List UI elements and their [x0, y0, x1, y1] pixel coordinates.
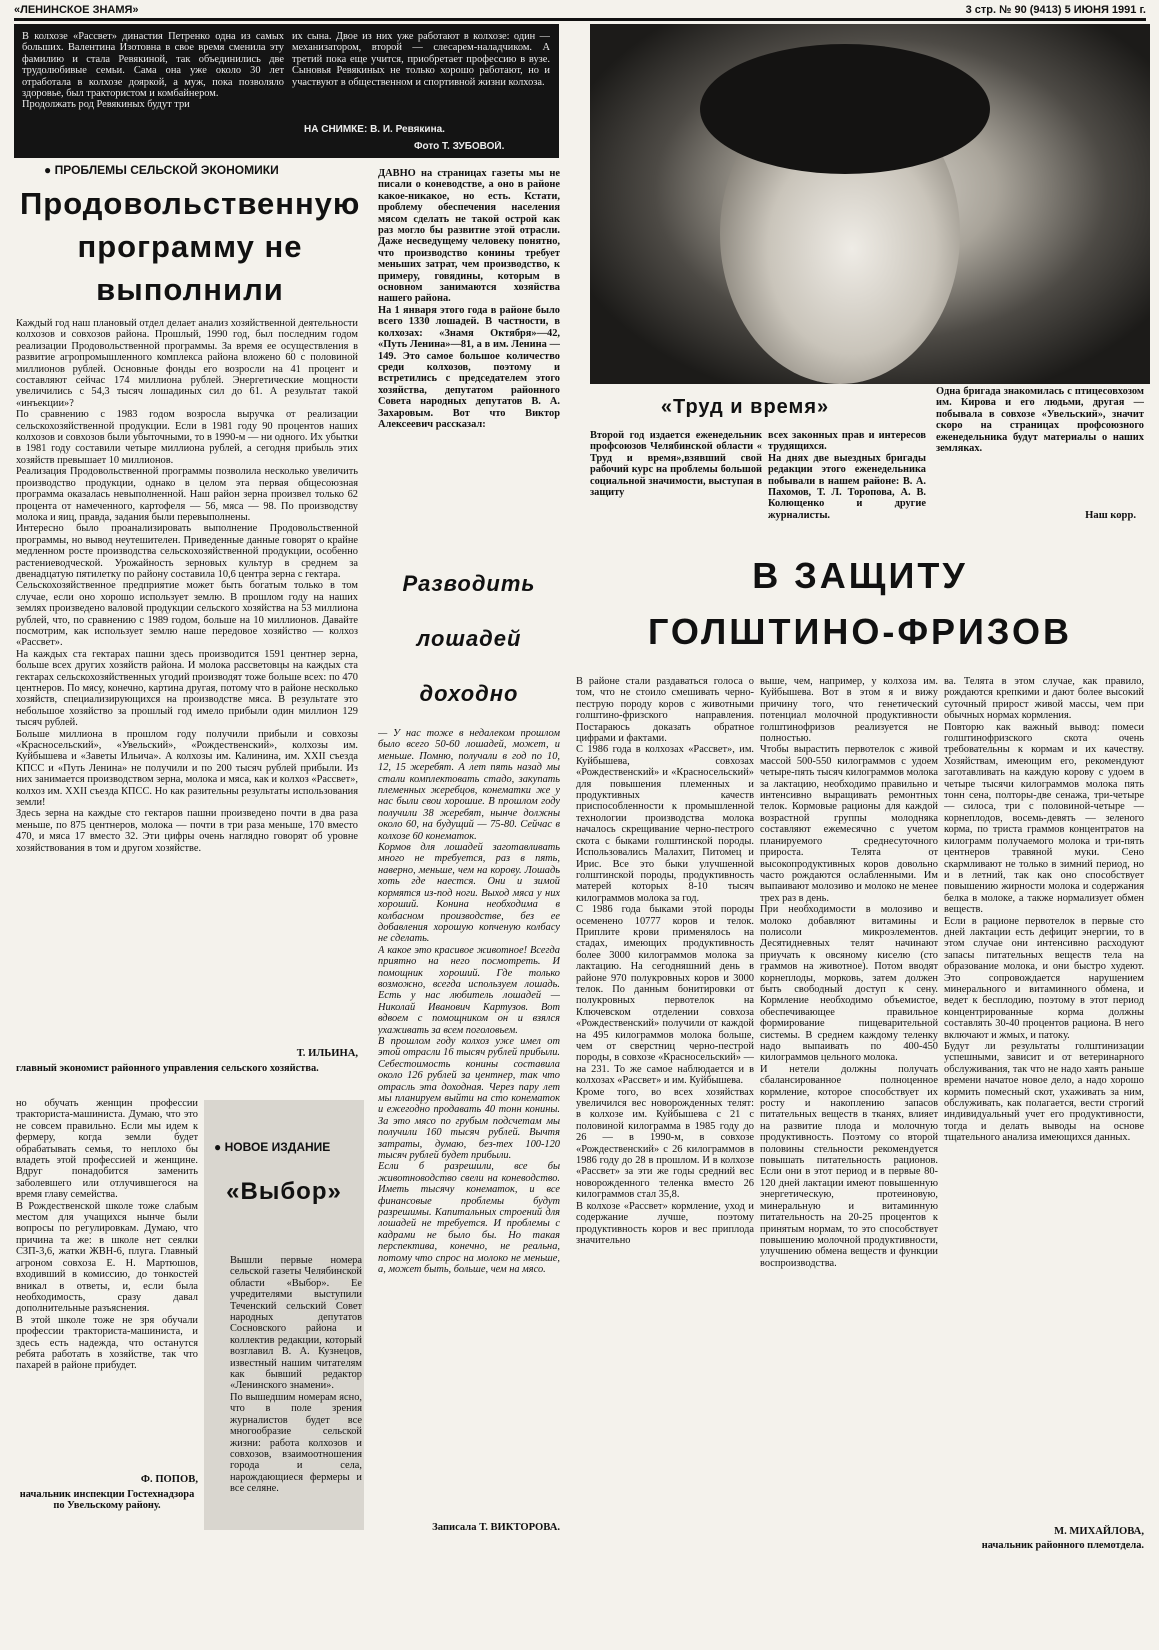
- photo-caption-box: [14, 24, 559, 158]
- portrait-photo: [590, 24, 1150, 384]
- headline-line: ГОЛШТИНО-ФРИЗОВ: [647, 611, 1073, 652]
- article1-author: Т. ИЛЬИНА,: [296, 1048, 358, 1059]
- article3-rubric: ● НОВОЕ ИЗДАНИЕ: [214, 1140, 364, 1156]
- article1-rubric: ● ПРОБЛЕМЫ СЕЛЬСКОЙ ЭКОНОМИКИ: [44, 163, 344, 179]
- article2-body: но обучать женщин профессии трактористa-машиниста. Думаю, что это не совсем правильно. Если мы идем к фермеру, когда земли будет обрабатывать семья, то неплохо бы владеть этой профессией и женщине. Вдруг понадобится заменить заболевшего или отлучившегося на время главу семейства. В Рождественской школе тоже слабым местом для учащихся нынче были вопросы по регулировкам. Думаю, что причина та же: в школе нет сеялки СЗП-3,6, жатки ЖВН-6, плуга. Главный агроном совхоза Е. Н. Мартюшов, входивший в комиссию, до тонкостей вникал в ответы, и, если была необходимость, сразу давал дополнительные разъяснения. В этой школе тоже не зря обучали профессии трактористa-машиниста, и здесь есть надежда, что останутся ребята работать в хозяйстве, так что пахарей в районе прибудет.: [16, 1098, 198, 1372]
- article3-body: Вышли первые номера сельской газеты Челябинской области «Выбор». Ее учредителями выступили Теченский сельский Совет народных депутатов Сосновского района и коллектив редакции, который возглавил В. А. Кузнецов, известный нашим читателям как бывший редактор «Ленинского знамени». По вышедшим номерам ясно, что в поле зрения журналистов будет все многообразие сельской жизни: работа колхозов и совхозов, взаимоотношения города и села, нарождающиеся фермеры и все селяне.: [230, 1255, 362, 1495]
- article6-col2: выше, чем, например, у колхоза им. Куйбышева. Вот в этом я и вижу причину того, что генетический потенциал молочной продуктивности голштинофризов реализуется не полностью. Чтобы вырастить первотелок с живой массой 500-550 килограммов с удоем четыре-пять тысяч килограммов молока за лактацию, необходимо правильно и интенсивно выращивать ремонтных телок. Кормовые рационы для каждой возрастной группы молодняка составляют ежемесячно с учетом планируемого среднесуточного прироста. Телята от высокопродуктивных коров довольно часто рождаются ослабленными. Им выпаивают молозиво и молоко не менее трех раз в день. При необходимости в молозиво и молоко добавляют витамины и полисоли микроэлементов. Десятидневных телят начинают приучать к овсяному киселю (сто граммов на животное). Потом вводят корнеплоды, морковь, затем должен быть свободный доступ к сену. Кормление необходимо объемистое, обеспечивающее правильное формирование пищеварительной системы. В среднем каждому теленку надо выпаивать по 400-450 килограммов цельного молока. И нетели должны получать сбалансированное полноценное кормление, которое способствует их росту и накоплению запасов питательных веществ в тканях, влияет на развитие плода и молочную продуктивность. Поэтому со второй половины стельности рекомендуется повышать питательность рационов. Если они в этот период и в первые 80-120 дней лактации имеют повышенную энергетическую, протеиновую, минеральную и витаминную питательность на 20-25 процентов к принятым нормам, то это способствует повышению молочной продуктивности, улучшению обмена веществ и функции воспроизводства.: [760, 676, 938, 1269]
- headline-line: Продовольственную: [20, 186, 361, 221]
- article6-author-title: начальник районного племотдела.: [981, 1540, 1144, 1551]
- photo-credit: Фото Т. ЗУБОВОЙ.: [414, 141, 505, 152]
- article4-lead: ДАВНО на страницах газеты мы не писали о коневодстве, а оно в районе какое-никакое, но есть. Кстати, проблему обеспечения населения мясом сделать не такой острой как раз могло бы развитие этой отрасли. Даже несведущему человеку понятно, что производство конины требует меньших затрат, чем производство, к примеру, говядины, которым в основном занимаются хозяйства нашего района. На 1 января этого года в районе было всего 1330 лошадей. В частности, в колхозах: «Знамя Октября»—42, «Путь Ленина»—81, а в им. Ленина — 149. Это самое большое количество среди колхозов, поэтому и встретились с председателем этого хозяйства, депутатом районного Совета народных депутатов В. А. Захаровым. Вот что Виктор Алексеевич рассказал:: [378, 168, 560, 430]
- headline-line: Разводить: [402, 571, 536, 596]
- article6-headline: [576, 548, 1144, 668]
- headline-line: лошадей: [416, 626, 522, 651]
- newspaper-name: «ЛЕНИНСКОЕ ЗНАМЯ»: [14, 4, 139, 16]
- running-header: [14, 4, 1146, 21]
- article1-headline: [20, 182, 360, 312]
- article5-title: «Труд и время»: [660, 396, 830, 418]
- issue-info: 3 стр. № 90 (9413) 5 ИЮНЯ 1991 г.: [965, 4, 1146, 16]
- article2-author-title: начальник инспекции Гостехнадзора по Увельскому району.: [19, 1489, 195, 1512]
- caption-col1: В колхозе «Рассвет» династия Петренко одна из самых больших. Валентина Изотовна в свое время сменила эту фамилию и стала Ревякиной, так объединились две трудолюбивые семьи. Сама она уже около 30 лет отработала в колхозе дояркой, а муж, пока позволяло здоровье, был трактористом и комбайнером. Продолжать род Ревякиных будут три: [22, 31, 284, 111]
- headline-line: выполнили: [96, 272, 284, 307]
- article1-body: Каждый год наш плановый отдел делает анализ хозяйственной деятельности колхозов и совхозов района. Прошлый, 1990 год, был последним годом реализации Продовольственной программы. За время ее осуществления в развитие агропромышленного комплекса района вложено 60 с половиной миллионов рублей. Основные фонды его возросли на 41 процент и составляют сейчас 174 миллиона рублей. Энергетические мощности увеличились с 54,3 тысяч лошадиных сил до 61. А результат такой «инъекции»? По сравнению с 1983 годом возросла выручка от реализации сельскохозяйственной продукции. Если в 1981 году 90 процентов наших колхозов и совхозов были убыточными, то в 1990-м — ни одного. Их убытки в 1981 году составили четыре миллиона рублей, а сегодня прибыль этих хозяйств превышает 10 миллионов. Реализация Продовольственной программы позволила несколько увеличить производство продукции, однако в целом эта первая общесоюзная программа оказалась невыполненной. Наш район зерна произвел только 62 процента от намеченного, картофеля — 56, мяса — 98. По производству молока и яиц, правда, задания были перевыполнены. Интересно было проанализировать выполнение Продовольственной программы, но вывод неутешителен. Приведенные данные говорят о крайне медленном росте производства сельскохозяйственной продукции, особенно растениеводческой. Урожайность зерновых культур в среднем за двенадцатую пятилетку по району составила 10,6 центра зерна с гектара. Сельскохозяйственное предприятие может быть богатым только в том случае, если оно хорошо использует землю. В прошлом году на наших землях произведено валовой продукции сельского хозяйства на 53 миллиона рублей, что, по сравнению с 1989 годом, больше на 10 миллионов. Давайте посмотрим, как использует землю наше передовое хозяйство — колхоз «Рассвет». На каждых ста гектарах пашни здесь производится 1591 центнер зерна, больше всех других хозяйств района. И молока рассветовцы на каждых ста гектарах сельскохозяйственных угодий производят тоже больше всех: по 470 центнеров. По мясу, конечно, картина другая, потому что в районе несколько хозяйств, специализирующихся на производстве мяса. В результате это небольшое хозяйство за прошлый год имело прибыли один миллион 129 тысяч рублей. Больше миллиона в прошлом году получили прибыли и совхозы «Красносельский», «Увельский», «Рождественский», колхозы им. Куйбышева и «Заветы Ильича». А колхозы им. Калинина, им. XXII съезда КПСС и «Путь Ленина» не получили и по 200 тысяч рублей прибыли. Из них занимается производством зерна, молока и мяса, как и колхоз «Рассвет», колхоз им. XXII съезда КПСС. Но как разительны результаты использования земли! Здесь зерна на каждые сто гектаров пашни произведено почти в два раза меньше, по 875 центнеров, молока — почти в три раза меньше, 170 вместо 470, и мяса 17 вместо 32. Эти цифры очень наглядно говорят об уровне хозяйствования в том и другом хозяйстве.: [16, 318, 358, 854]
- article3-title: «Выбор»: [226, 1178, 342, 1205]
- article6-col1: В районе стали раздаваться голоса о том, что не стоило смешивать черно-пеструю породу коров с животными голштино-фризского направления. Постараюсь доказать обратное цифрами и фактами. С 1986 года в колхозах «Рассвет», им. Куйбышева, совхозах «Рождественский» и «Красносельский» для повышения племенных и продуктивных качеств приспособленности к промышленной технологии производства молока началось скрещивание черно-пестрого скота с быками голштинской породы. Использовались Малахит, Питомец и Ирис. Все это быки улучшенной голштинской породы, продуктивность матерей которых 8-10 тысяч килограммов молока за год. С 1986 года быками этой породы осеменено 10777 коров и телок. Приплите крови применялось на стадах, имеющих продуктивность более 3000 килограммов молока за лактацию. На сегодняшний день в районе 970 полукровных коров и 3000 телок. По данным бонитировки от полукровных первотелок на Ключевском отделении совхоза «Рождественский» получили от каждой на 495 килограммов молока больше, чем от сверстниц черно-пестрой породы, в совхозе «Красносельский» — на 231. То же самое наблюдается и в колхозах «Рассвет» и им. Куйбышева. Кроме того, во всех хозяйствах увеличился вес новорожденных телят: в колхозе им. Куйбышева с 21 с половиной килограмма в 1985 году до 26 — в 1990-м, в совхозе «Рождественский» с 26 килограммов в 1986 году до 28 в прошлом. И в колхозе «Рассвет» за эти же годы средний вес новорожденного теленка вместо 26 килограммов стал 35,8. В колхозе «Рассвет» кормление, уход и содержание лучше, поэтому продуктивность коров и вес приплода значительно: [576, 676, 754, 1246]
- article4-headline: [374, 556, 564, 726]
- portrait-hair: [700, 44, 990, 174]
- headline-line: доходно: [419, 681, 519, 706]
- article5-col3: Одна бригада знакомилась с птицесовхозом им. Кирова и его людьми, другая — побывала в совхозе «Увельский», значит скоро на страницах профсоюзного еженедельника будут материалы о наших земляках.: [936, 386, 1144, 455]
- article5-col1: Второй год издается еженедельник профсоюзов Челябинской области « Труд и время»,взявший свой рабочий курс на проблемы большой социальной значимости, выступая в защиту: [590, 430, 762, 499]
- article3-box: [204, 1100, 364, 1530]
- article1-author-title: главный экономист районного управления сельского хозяйства.: [16, 1063, 319, 1074]
- article5-author: Наш корр.: [1085, 510, 1136, 521]
- article2-author: Ф. ПОПОВ,: [140, 1474, 198, 1485]
- caption-on-photo: НА СНИМКЕ: В. И. Ревякина.: [304, 124, 445, 135]
- article4-author: Записала Т. ВИКТОРОВА.: [432, 1522, 560, 1533]
- article6-author: М. МИХАЙЛОВА,: [1054, 1526, 1144, 1537]
- headline-line: В ЗАЩИТУ: [752, 555, 968, 596]
- article6-col3: ва. Телята в этом случае, как правило, рождаются крепкими и дают более высокий суточный прирост живой массы, чем при обычных нормах кормления. Повторю как важный вывод: помеси голштинофризского скота очень требовательны к кормам и их качеству. Хозяйствам, имеющим его, рекомендуют заготавливать на каждую корову с удоем в четыре тысячи килограммов молока пять тонн сена, полторы-две сенажа, три-четыре — силоса, три с половиной-четыре — корнеплодов, восемь-девять — зеленого корма, по триста граммов концентратов на килограмм получаемого молока и три-пять центнеров травяной муки. Сено скармливают не только в зимний период, но и в летний, так как оно способствует повышению жирности молока и содержания белка в молоке, а также нормализует обмен веществ. Если в рационе первотелок в первые сто дней лактации есть дефицит энергии, то в этом случае они интенсивно расходуют запасы питательных веществ тела на образование молока, и они быстро худеют. Это сопровождается нарушением минерального и витаминного обмена, и ведет к бесплодию, поэтому в этот период концентрированные корма должны составлять 30-40 процентов рациона. В него включают и жмых, и патоку. Будут ли результаты голштинизации успешными, зависит и от ветеринарного обслуживания, так что не надо хаять раньше времени начатое новое дело, а надо хорошо кормить помесный скот, ухаживать за ним, обслуживать, как полагается, вести строгий индивидуальный учет его продуктивности, тогда и делать выводы на основе тщательного анализа имеющихся данных.: [944, 676, 1144, 1144]
- article5-col2: всех законных прав и интересов трудящихся. На днях две выездных бригады редакции этого еженедельника побывали в нашем районе: В. А. Пахомов, Т. Л. Торопова, А. В. Колющенко и другие журналисты.: [768, 430, 926, 521]
- article4-body: — У нас тоже в недалеком прошлом было всего 50-60 лошадей, может, и меньше. Помню, получали в год по 10, 12, 15 жеребят. А лет пять назад мы стали комплектовать стадо, закупать племенных жеребцов, конематки же у нас были свои хорошие. В прошлом году получили 38 жеребят, нынче должны около 60, на будущий — 75-80. Сейчас в колхозе 60 конематок. Кормов для лошадей заготавливать много не требуется, раз в пять, наверно, меньше, чем на корову. Лошадь хоть где наестся. Они и зимой кормятся из-под ноги. Выход мяса у них хороший. Конина необходима в колбасном производстве, без ее добавления хорошую копченую колбасу не сделать. А какое это красивое животное! Всегда приятно на него посмотреть. И помощник хороший. Где только возможно, всегда используем лошадь. Есть у нас любитель лошадей — Николай Иванович Картузов. Вот вдвоем с помощником он и взялся ухаживать за всем поголовьем. В прошлом году колхоз уже имел от этой отрасли 16 тысяч рублей прибыли. Себестоимость конины составила около 126 рублей за центнер, так что отрасль эта доходная. Через пару лет мы планируем выйти на сто конематок и ежегодно продавать 40 тонн конины. За это мясо по грубым подсчетам мы получили 160 тысяч рублей. Вычтя затраты, думаю, без-тех 100-120 тысяч рублей будет прибыли. Если б разрешили, все бы животноводство свели на коневодство. Иметь тысячу конематок, и все финансовые проблемы будут разрешимы. Капитальных строений для лошадей не требуется. И проблемы с кадрами не было бы. Но такая перспектива, конечно, не реальна, потому что спрос на молоко не меньше, а, может быть, больше, чем на мясо.: [378, 728, 560, 1276]
- caption-col2: их сына. Двое из них уже работают в колхозе: один — механизатором, второй — слесарем-наладчиком. А третий пока еще учится, приобретает профессию в вузе. Сыновья Ревякиных не только хорошо работают, но и участвуют в общественном и спортивной жизни колхоза.: [292, 31, 550, 88]
- headline-line: программу не: [77, 229, 303, 264]
